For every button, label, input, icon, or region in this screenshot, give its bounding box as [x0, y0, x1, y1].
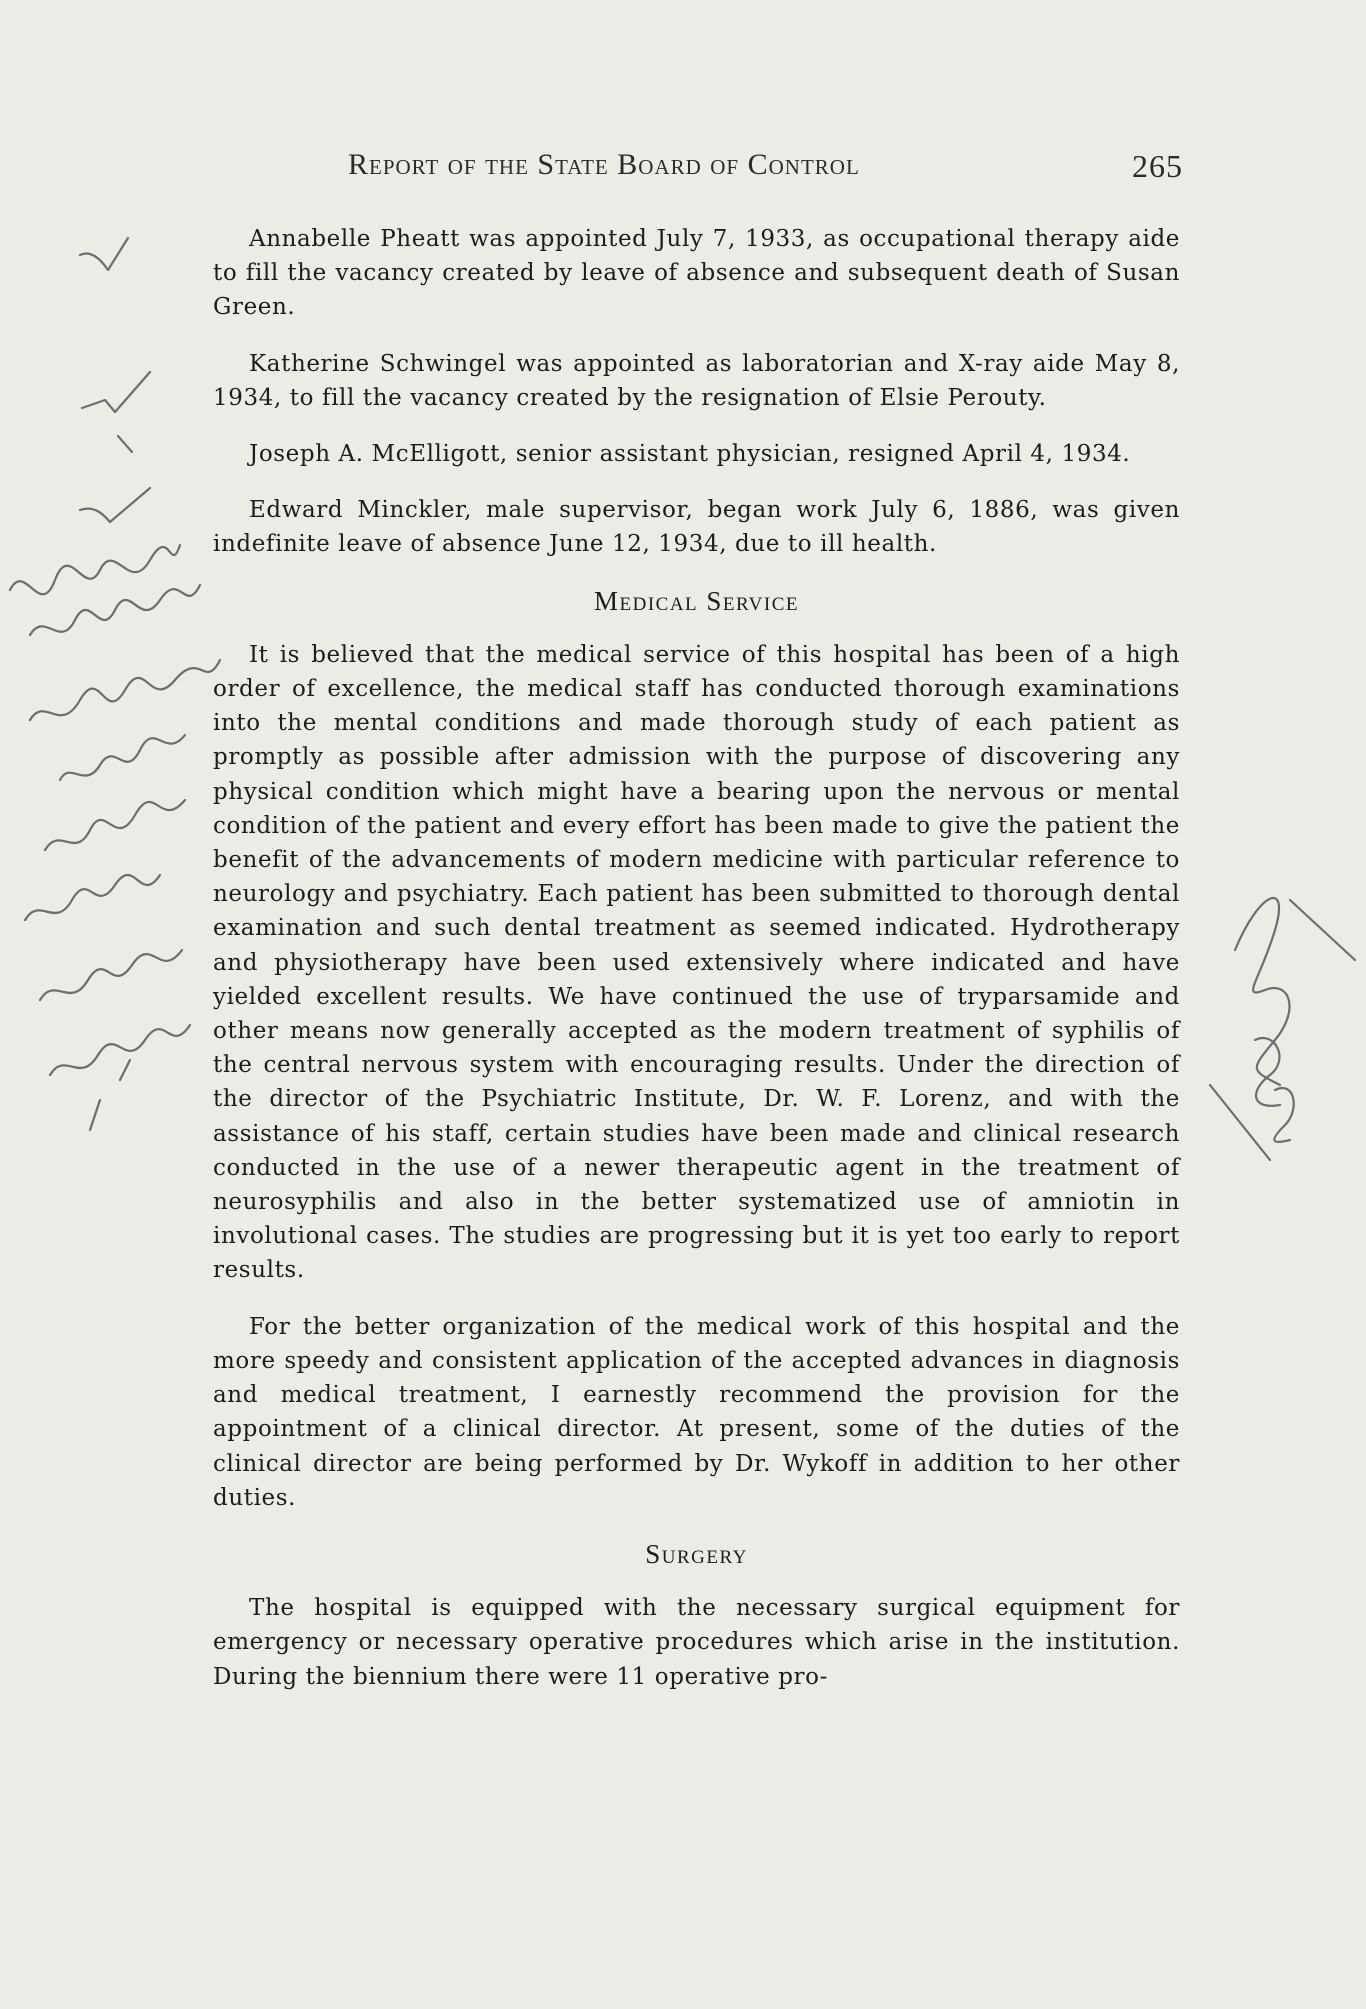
- paragraph-clinical-director: For the better organization of the medical work of this hospital and the more speedy and consistent application of the accepted advances in diagnosis and medical treatment, I earnestly recommend the provision for the appointment of a clinical director. At present, some of the duties of the clinical director are being performed by Dr. Wykoff in addition to her other duties.: [213, 1313, 1180, 1511]
- check-mark: [80, 488, 150, 522]
- paragraph-medical-service: It is believed that the medical service of this hospital has been of a high order of excellence, the medical staff has conducted thorough examinations into the mental conditions and made thorough study of each patient as promptly as possible after admission with the purpose of discovering any physical condition which might have a bearing upon the nervous or mental condition of the patient and every effort has been made to give the patient the benefit of the advancements of modern medicine with particular reference to neurology and psychiatry. Each patient has been submitted to thorough dental examination and such dental treatment as seemed indicated. Hydrotherapy and physiotherapy have been used extensively where indicated and have yielded excellent results. We have continued the use of tryparsamide and other means now generally accepted as the modern treatment of syphilis of the central nervous system with encouraging results. Under the direction of the director of the Psychiatric Institute, Dr. W. F. Lorenz, and with the assistance of his staff, certain studies have been made and clinical research conducted in the use of a newer therapeutic agent in the treatment of neurosyphilis and also in the better systematized use of amniotin in involutional cases. The studies are progressing but it is yet too early to report results.: [213, 641, 1180, 1284]
- margin-scribble: [50, 1025, 190, 1075]
- running-head: [348, 148, 1183, 192]
- tick-mark: [118, 436, 132, 452]
- margin-scribble: [25, 875, 160, 920]
- paragraph-pheatt: Annabelle Pheatt was appointed July 7, 1933, as occupational therapy aide to fill the vacancy created by leave of absence and subsequent death of Susan Green.: [213, 226, 1180, 321]
- margin-bracket: [1210, 1085, 1270, 1160]
- margin-scribble: [1255, 1038, 1280, 1106]
- paragraph-surgery: The hospital is equipped with the necessary surgical equipment for emergency or necessary operative procedures which arise in the institution. During the biennium there were 11 operative pro-: [213, 1595, 1180, 1690]
- check-mark: [82, 372, 150, 412]
- running-head-title: Report of the State Board of Control: [348, 148, 860, 181]
- margin-scribble: [10, 545, 180, 594]
- paragraph-minckler: Edward Minckler, male supervisor, began work July 6, 1886, was given indefinite leave of absence June 12, 1934, due to ill health.: [213, 497, 1180, 558]
- section-heading-medical-service: Medical Service: [593, 585, 799, 616]
- check-mark: [80, 238, 128, 270]
- section-heading-surgery: Surgery: [645, 1538, 748, 1569]
- page-number: 265: [1132, 148, 1183, 184]
- margin-bracket: [1290, 900, 1355, 960]
- margin-scribble: [60, 735, 185, 780]
- paragraph-schwingel: Katherine Schwingel was appointed as laboratorian and X-ray aide May 8, 1934, to fill the vacancy created by the resignation of Elsie Perouty.: [213, 350, 1180, 411]
- margin-scribble: [30, 585, 200, 635]
- margin-scribble: [1274, 1088, 1293, 1142]
- paragraph-mcelligott: Joseph A. McElligott, senior assistant physician, resigned April 4, 1934.: [249, 441, 1131, 468]
- body-text: [213, 222, 1180, 1716]
- margin-scribble: [90, 1060, 130, 1130]
- margin-scribble: [30, 660, 220, 720]
- margin-scribble: [1235, 898, 1289, 1085]
- margin-scribble: [40, 950, 182, 1000]
- margin-scribble: [45, 800, 185, 850]
